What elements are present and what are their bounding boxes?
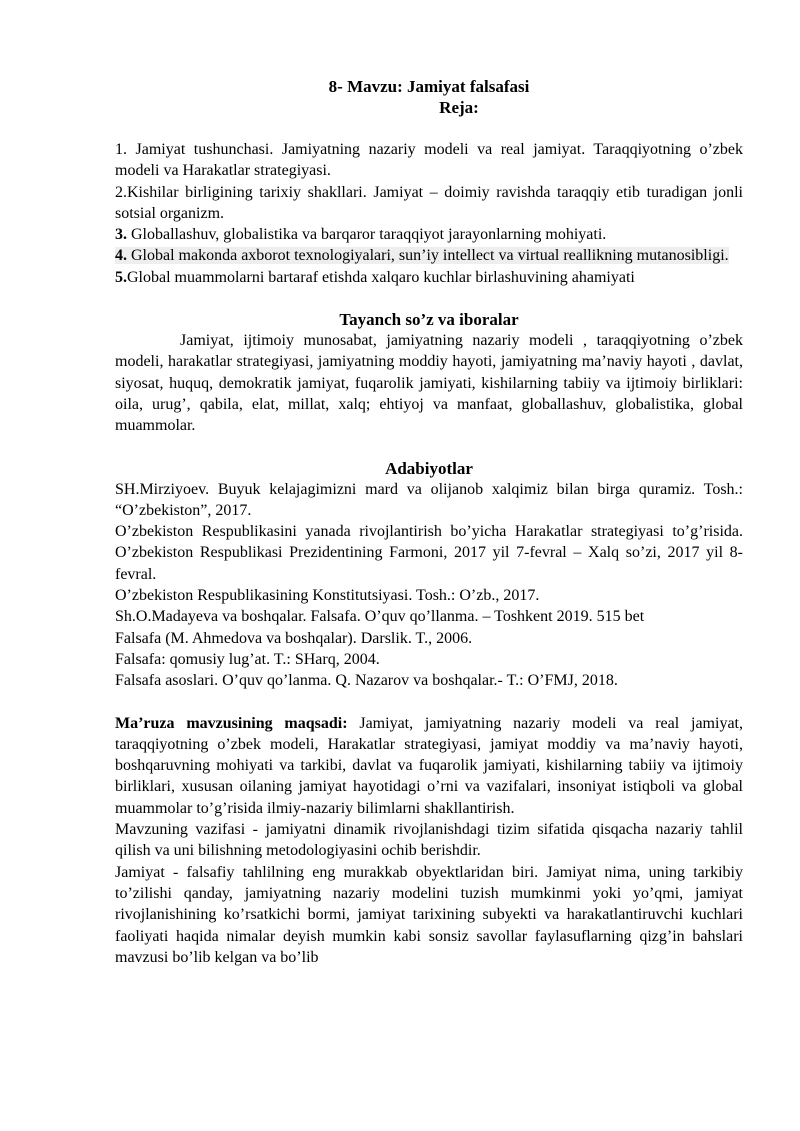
literature-item: Falsafa asoslari. O’quv qo’lanma. Q. Nazarov va boshqalar.- T.: O’FMJ, 2018. (115, 672, 618, 690)
page-title: 8- Mavzu: Jamiyat falsafasi (328, 77, 530, 96)
document-page (115, 76, 743, 968)
keywords-heading: Tayanch so’z va iboralar (339, 310, 519, 330)
goal-label: Ma’ruza mavzusining maqsadi: (115, 714, 348, 732)
literature-list (115, 479, 743, 692)
literature-item: O’zbekiston Respublikasini yanada rivojlantirish bo’yicha Harakatlar strategiyasi to’g’risida. O’zbekiston Respublikasi Prezidentining Farmoni, 2017 yil 7-fevral – Xalq so’zi, 2017 yil 8-fevral. (115, 523, 743, 583)
body-paragraph: Jamiyat - falsafiy tahlilning eng murakkab obyektlaridan biri. Jamiyat nima, uning tarkibiy to’zilishi qanday, jamiyatning nazariy modelini tuzish mumkinmi yoki yo’qmi, jamiyat rivojlanishining ko’rsatkichi bormi, jamiyat tarixining subyekti va harakatlantiruvchi kuchlari faoliyati haqida nimalar deyish mumkin kabi sonsiz savollar faylasuflarning qizg’in bahslari mavzusi bo’lib kelgan va bo’lib (115, 863, 743, 966)
goal-paragraph: Ma’ruza mavzusining maqsadi: Jamiyat, jamiyatning nazariy modeli va real jamiyat, taraqqiyotning o’zbek modeli, Harakatlar strategiyasi, jamiyat moddiy va ma’naviy hayoti, boshqaruvning mohiyati va tarkibi, davlat va fuqarolik jamiyati, kishilarning tabiiy va ijtimoiy birliklari, xususan oilaning jamiyat hayotidagi o’rni va vazifalari, insoniyat istiqboli va global muammolar to’g’risida ilmiy-nazariy bilimlarni shakllantirish. (115, 714, 743, 817)
keywords-text: Jamiyat, ijtimoiy munosabat, jamiyatning nazariy modeli , taraqqiyotning o’zbek modeli, harakatlar strategiyasi, jamiyatning moddiy hayoti, jamiyatning ma’naviy hayoti , davlat, siyosat, huquq, demokratik jamiyat, fuqarolik jamiyati, kishilarning tabiiy va ijtimoiy birliklari: oila, urug’, qabila, elat, millat, xalq; ehtiyoj va manfaat, globallashuv, globalistika, global muammolar. (115, 332, 743, 435)
literature-item: Falsafa (M. Ahmedova va boshqalar). Darslik. T., 2006. (115, 629, 473, 647)
literature-item: SH.Mirziyoev. Buyuk kelajagimizni mard va olijanob xalqimiz bilan birga quramiz. Tosh.: “O’zbekiston”, 2017. (115, 480, 743, 519)
plan-item-1: 1. Jamiyat tushunchasi. Jamiyatning nazariy modeli va real jamiyat. Taraqqiyotning o’zbek modeli va Harakatlar strategiyasi. (115, 141, 743, 180)
plan-heading: Reja: (439, 98, 479, 117)
plan-item-4: 4. Global makonda axborot texnologiyalari, sun’iy intellect va virtual reallikning mutanosibligi. (115, 247, 729, 265)
plan-item-2: 2.Kishilar birligining tarixiy shakllari. Jamiyat – doimiy ravishda taraqqiy etib turadigan jonli sotsial organizm. (115, 183, 743, 222)
plan-item-3: 3. Globallashuv, globalistika va barqaror taraqqiyot jarayonlarning mohiyati. (115, 226, 607, 244)
task-paragraph: Mavzuning vazifasi - jamiyatni dinamik rivojlanishdagi tizim sifatida qisqacha nazariy tahlil qilish va uni bilishning metodologiyasini ochib berishdir. (115, 821, 743, 860)
plan-list (115, 139, 743, 288)
literature-heading: Adabiyotlar (385, 458, 473, 478)
literature-item: Falsafa: qomusiy lug’at. T.: SHarq, 2004. (115, 650, 380, 668)
literature-item: Sh.O.Madayeva va boshqalar. Falsafa. O’quv qo’llanma. – Toshkent 2019. 515 bet (115, 608, 645, 626)
literature-item: O’zbekiston Respublikasining Konstitutsiyasi. Tosh.: O’zb., 2017. (115, 587, 540, 605)
plan-item-5: 5.Global muammolarni bartaraf etishda xalqaro kuchlar birlashuvining ahamiyati (115, 268, 635, 286)
